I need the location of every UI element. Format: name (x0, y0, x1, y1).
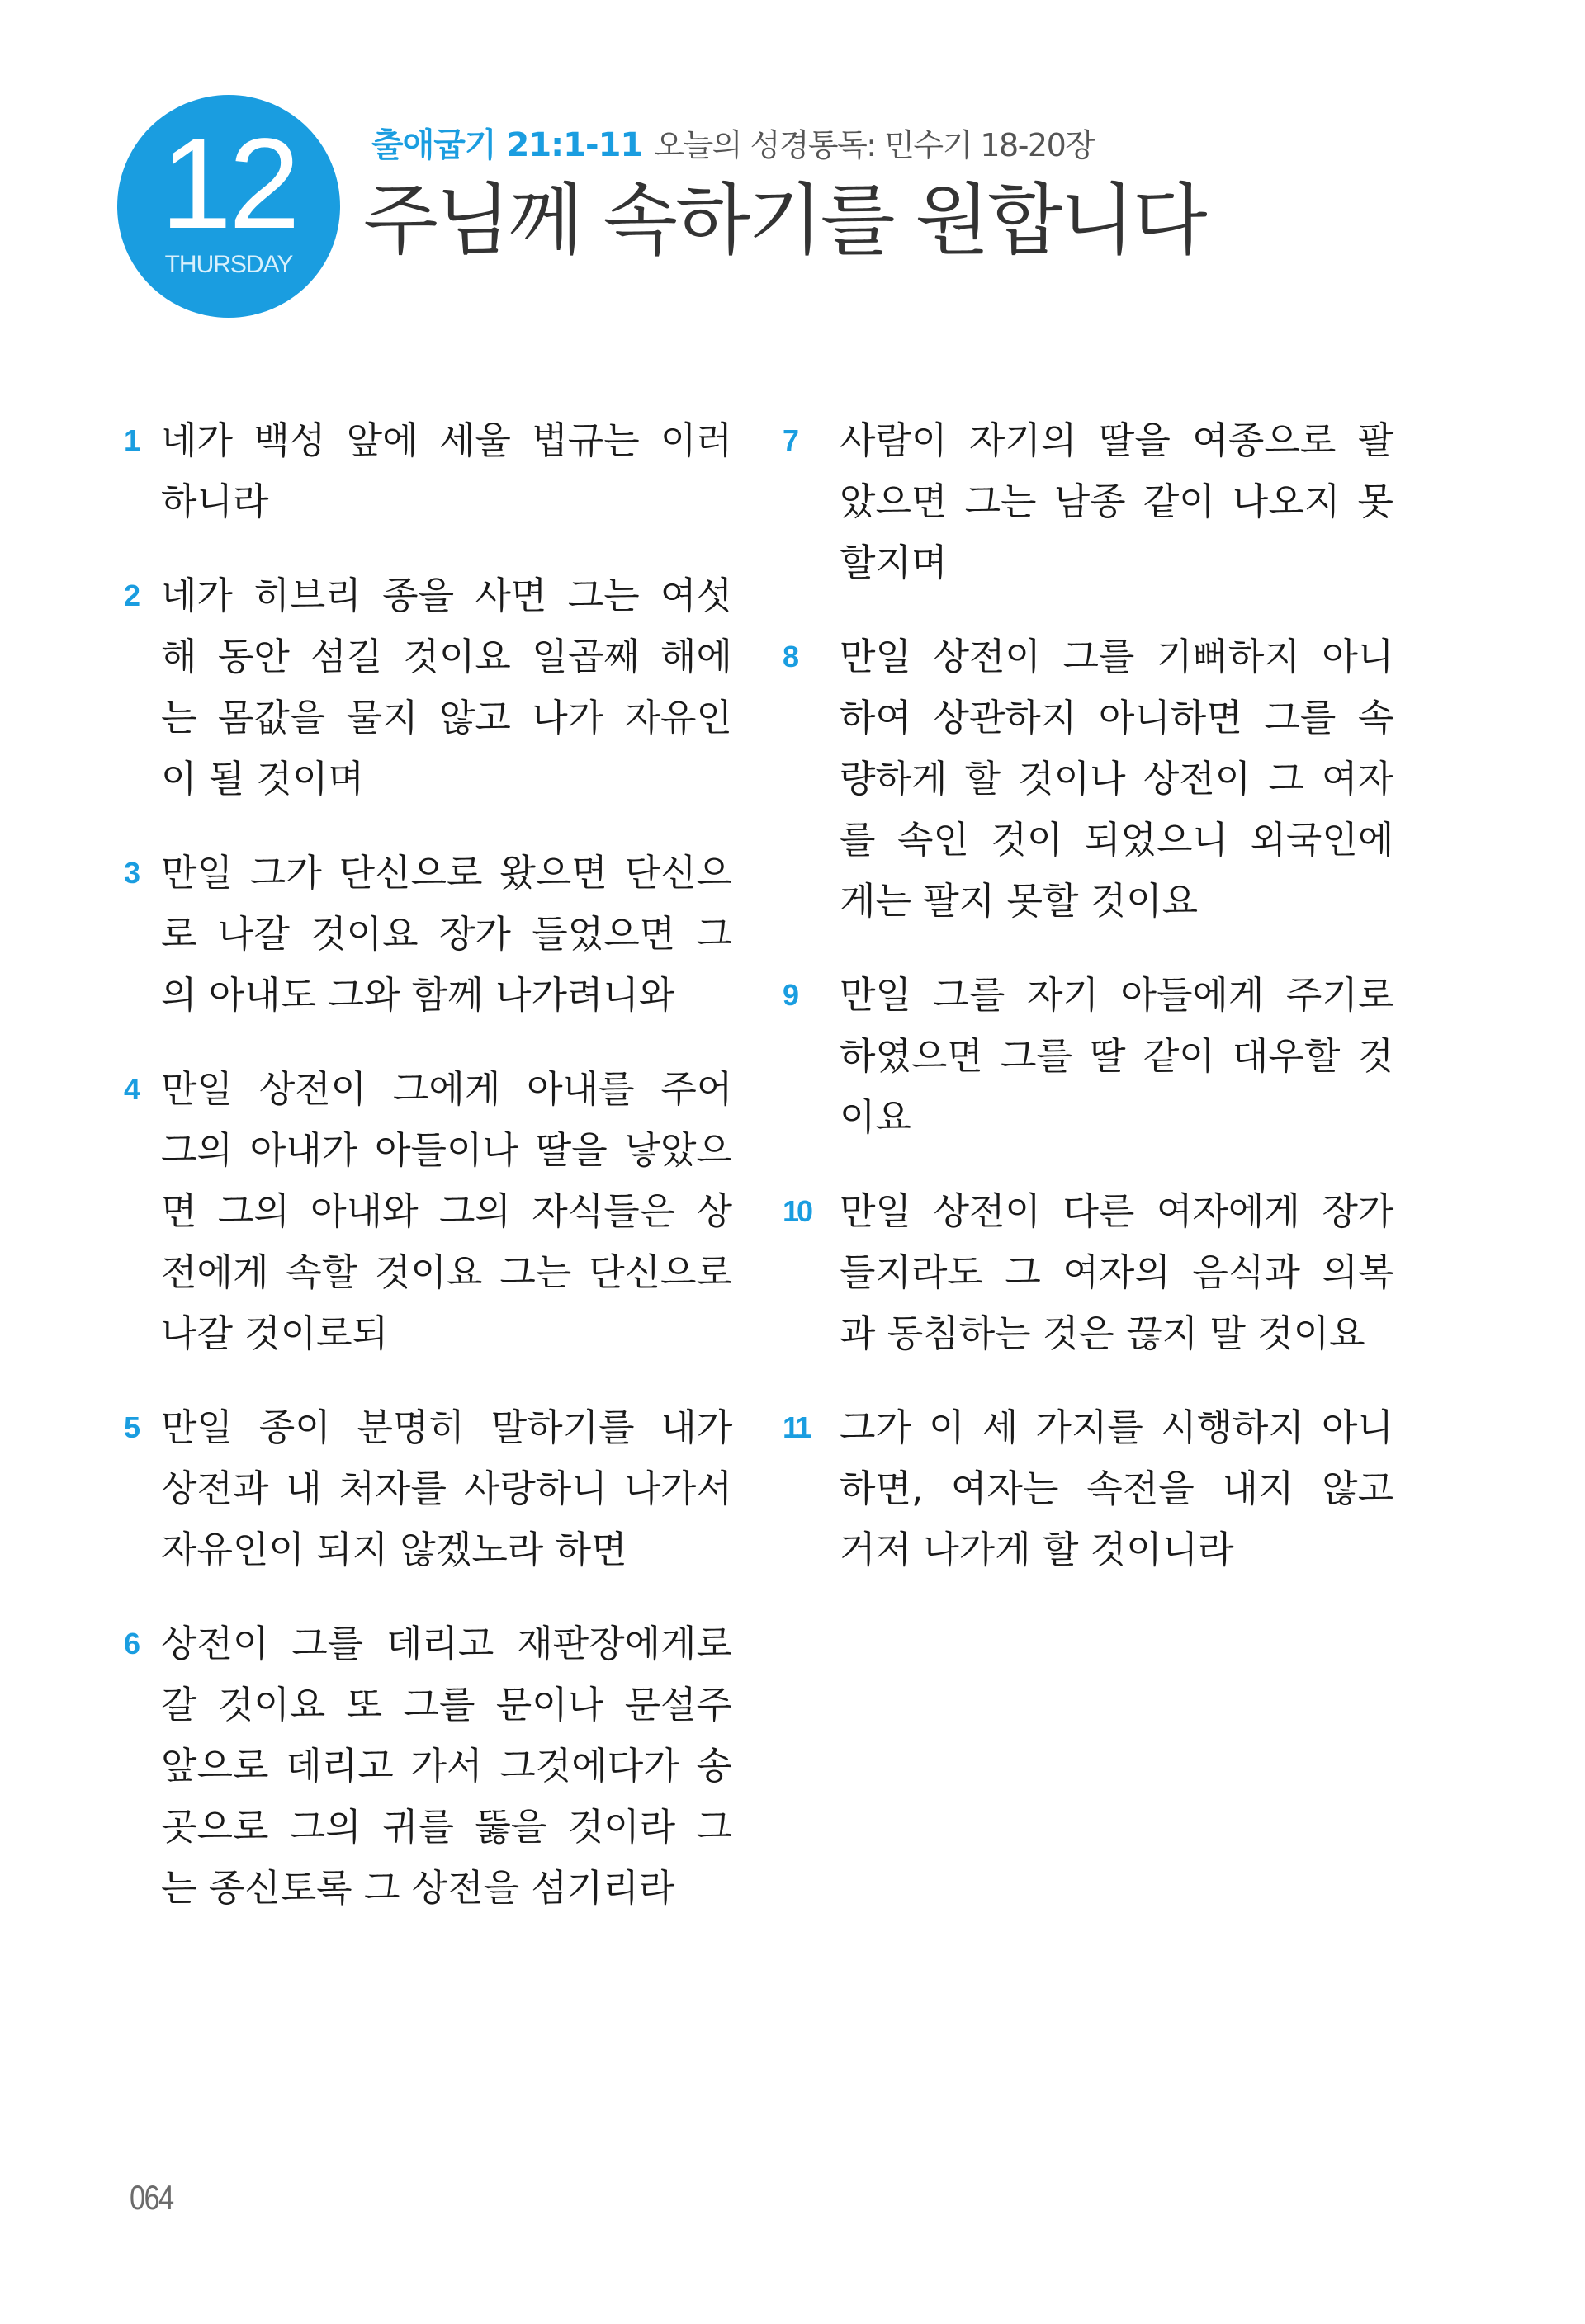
verse-column-left (124, 410, 735, 1952)
verse-number: 7 (783, 423, 797, 457)
verse-line: 만일 상전이 그를 기뻐하지 아니 (840, 635, 1394, 678)
verse-line: 만일 그가 단신으로 왔으면 단신으 (161, 851, 732, 895)
subtitle (371, 120, 1095, 170)
verse-line: 만일 그를 자기 아들에게 주기로 (840, 973, 1394, 1017)
verse-text (161, 843, 732, 1026)
verse-line: 이 될 것이며 (161, 757, 364, 801)
verse-line: 면 그의 아내와 그의 자식들은 상 (161, 1189, 732, 1233)
verse-line: 거저 나가게 할 것이니라 (840, 1528, 1234, 1571)
verse (124, 1613, 735, 1919)
verse-line: 그가 이 세 가지를 시행하지 아니 (840, 1405, 1393, 1449)
verse (783, 626, 1395, 932)
verse-line: 앞으로 데리고 가서 그것에다가 송 (161, 1744, 732, 1788)
verse (783, 1181, 1395, 1364)
verse-line: 하니라 (161, 479, 269, 523)
verse (124, 410, 735, 532)
verse-text (840, 965, 1393, 1148)
verse-line: 이요 (840, 1095, 911, 1139)
verse-text (161, 410, 732, 532)
page-number: 064 (130, 2178, 173, 2217)
verse (783, 1397, 1395, 1580)
verse-line: 상전과 내 처자를 사랑하니 나가서 (161, 1467, 732, 1510)
verse (783, 410, 1395, 593)
verse-line: 하였으면 그를 딸 같이 대우할 것 (840, 1034, 1393, 1078)
verse-line: 곳으로 그의 귀를 뚫을 것이라 그 (161, 1805, 732, 1849)
verse-line: 자유인이 되지 않겠노라 하면 (161, 1528, 627, 1571)
verse (124, 565, 735, 810)
verse-number: 11 (783, 1410, 810, 1444)
verse-line: 해 동안 섬길 것이요 일곱째 해에 (161, 635, 732, 678)
verse-line: 만일 상전이 다른 여자에게 장가 (840, 1189, 1394, 1233)
verse-line: 로 나갈 것이요 장가 들었으면 그 (161, 912, 732, 956)
verse-number: 4 (124, 1072, 139, 1106)
verse-text (161, 565, 732, 810)
verse-line: 갈 것이요 또 그를 문이나 문설주 (161, 1683, 732, 1726)
day-badge (117, 95, 340, 318)
verse-line: 하여 상관하지 아니하면 그를 속 (840, 696, 1394, 739)
verse-line: 았으면 그는 남종 같이 나오지 못 (840, 479, 1393, 523)
verse (783, 965, 1395, 1148)
verse-line: 들지라도 그 여자의 음식과 의복 (840, 1250, 1394, 1294)
verse-text (161, 1059, 732, 1364)
verse-line: 전에게 속할 것이요 그는 단신으로 (161, 1250, 732, 1294)
verse-line: 그의 아내가 아들이나 딸을 낳았으 (161, 1128, 732, 1172)
verse-line: 량하게 할 것이나 상전이 그 여자 (840, 757, 1393, 801)
day-name: THURSDAY (164, 251, 293, 278)
verse-number: 8 (783, 640, 797, 673)
verse-line: 하면, 여자는 속전을 내지 않고 (840, 1467, 1394, 1510)
verse-line: 상전이 그를 데리고 재판장에게로 (161, 1622, 732, 1665)
verse-line: 네가 백성 앞에 세울 법규는 이러 (161, 418, 732, 462)
verse-line: 사람이 자기의 딸을 여종으로 팔 (840, 418, 1394, 462)
verse-number: 10 (783, 1194, 811, 1228)
daily-reading: 오늘의 성경통독: 민수기 18-20장 (654, 127, 1095, 163)
verse-text (840, 626, 1393, 932)
verse-text (840, 1397, 1393, 1580)
verse-number: 6 (124, 1627, 139, 1660)
verse-line: 는 몸값을 물지 않고 나가 자유인 (161, 696, 732, 739)
verse-line: 네가 히브리 종을 사면 그는 여섯 (161, 574, 732, 617)
verse-line: 만일 종이 분명히 말하기를 내가 (161, 1405, 733, 1449)
verse-text (161, 1397, 732, 1580)
verse (124, 1059, 735, 1364)
verse (124, 843, 735, 1026)
verse-number: 1 (124, 423, 139, 457)
verse-text (840, 410, 1393, 593)
verse-line: 할지며 (840, 541, 948, 584)
verse-line: 만일 상전이 그에게 아내를 주어 (161, 1067, 733, 1111)
verse-number: 5 (124, 1410, 139, 1444)
verse-number: 9 (783, 978, 797, 1012)
page-title: 주님께 속하기를 원합니다 (363, 176, 1205, 266)
day-number: 12 (160, 112, 297, 256)
verse-line: 의 아내도 그와 함께 나가려니와 (161, 973, 675, 1017)
verse-text (161, 1613, 732, 1919)
verse-text (840, 1181, 1393, 1364)
verse-line: 나갈 것이로되 (161, 1311, 389, 1355)
verse-line: 게는 팔지 못할 것이요 (840, 879, 1199, 923)
verse (124, 1397, 735, 1580)
verse-line: 는 종신토록 그 상전을 섬기리라 (161, 1866, 675, 1910)
verse-line: 를 속인 것이 되었으니 외국인에 (840, 818, 1394, 862)
scripture-reference: 출애굽기 21:1-11 (371, 126, 643, 164)
verse-number: 2 (124, 579, 139, 612)
verse-column-right (783, 410, 1395, 1613)
verse-number: 3 (124, 856, 139, 890)
verse-line: 과 동침하는 것은 끊지 말 것이요 (840, 1311, 1365, 1355)
